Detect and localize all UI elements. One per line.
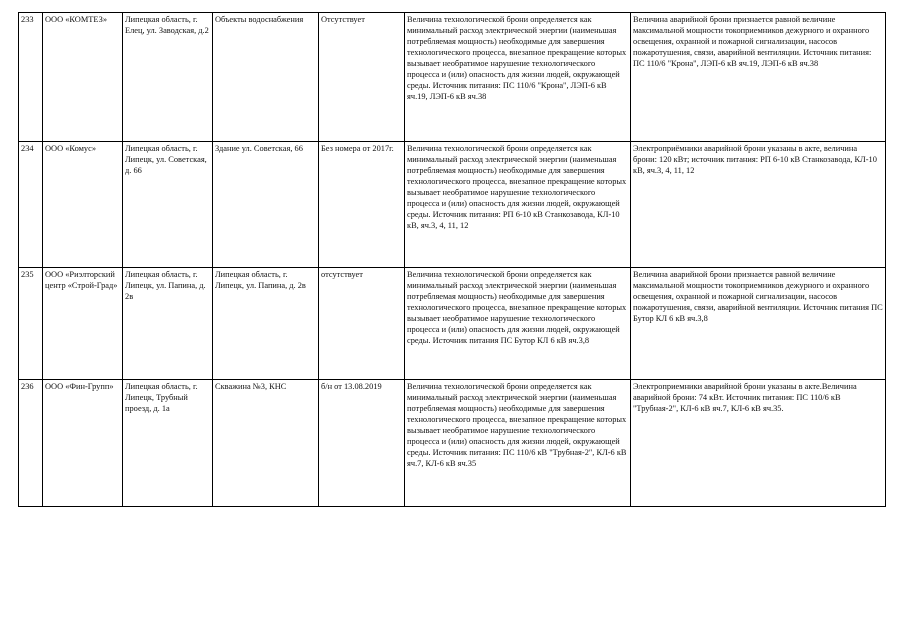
technological-reserve: Величина технологической брони определяется как минимальный расход электрической энергии (наименьшая потребляемая мощность) необходимые для завершения технологического процесса, внезапное прекращение которых вызывает необратимое нарушение технологического процесса и (или) опасность для жизни людей, окружающей среды. Источник питания: РП 6-10 кВ Станкозавода, КЛ-10 кВ, яч.3, 4, 11, 12 xyxy=(405,142,631,268)
organization-address: Липецкая область, г. Елец, ул. Заводская, д.2 xyxy=(123,13,213,142)
row-number: 234 xyxy=(19,142,43,268)
table-row xyxy=(19,142,886,268)
act-reference: отсутствует xyxy=(319,268,405,380)
row-number: 236 xyxy=(19,380,43,507)
emergency-reserve: Величина аварийной брони признается равной величине максимальной мощности токоприемников дежурного и охранного освещения, охранной и пожарной сигнализации, насосов пожаротушения, связи, аварийной вентиляции. Источник питания: ПС 110/6 "Крона", ЛЭП-6 кВ яч.19, ЛЭП-6 кВ яч.38 xyxy=(631,13,886,142)
act-reference: б/н от 13.08.2019 xyxy=(319,380,405,507)
technological-reserve: Величина технологической брони определяется как минимальный расход электрической энергии (наименьшая потребляемая мощность) необходимые для завершения технологического процесса, внезапное прекращение которых вызывает необратимое нарушение технологического процесса и (или) опасность для жизни людей, окружающей среды. Источник питания ПС Бутор КЛ 6 кВ яч.3,8 xyxy=(405,268,631,380)
object-description: Объекты водоснабжения xyxy=(213,13,319,142)
emergency-reserve: Электроприёмники аварийной брони указаны в акте, величина брони: 120 кВт; источник питания: РП 6-10 кВ Станкозавода, КЛ-10 кВ, яч.3, 4, 11, 12 xyxy=(631,142,886,268)
act-reference: Отсутствует xyxy=(319,13,405,142)
table-row xyxy=(19,268,886,380)
row-number: 235 xyxy=(19,268,43,380)
emergency-reserve: Величина аварийной брони признается равной величине максимальной мощности токоприемников дежурного и охранного освещения, охранной и пожарной сигнализации, насосов пожаротушения, связи, аварийной вентиляции. Источник питания ПС Бутор КЛ 6 кВ яч.3,8 xyxy=(631,268,886,380)
organization-address: Липецкая область, г. Липецк, ул. Советская, д. 66 xyxy=(123,142,213,268)
emergency-reserve: Электроприемники аварийной брони указаны в акте.Величина аварийной брони: 74 кВт. Источник питания: ПС 110/6 кВ "Трубная-2", КЛ-6 кВ яч.7, КЛ-6 кВ яч.35. xyxy=(631,380,886,507)
object-description: Здание ул. Советская, 66 xyxy=(213,142,319,268)
technological-reserve: Величина технологической брони определяется как минимальный расход электрической энергии (наименьшая потребляемая мощность) необходимые для завершения технологического процесса, внезапное прекращение которых вызывает необратимое нарушение технологического процесса и (или) опасность для жизни людей, окружающей среды. Источник питания: ПС 110/6 кВ "Трубная-2", КЛ-6 кВ яч.7, КЛ-6 кВ яч.35 xyxy=(405,380,631,507)
table-row xyxy=(19,13,886,142)
organization-name: ООО «Риэлторский центр «Строй-Град» xyxy=(43,268,123,380)
organization-name: ООО «КОМТЕЗ» xyxy=(43,13,123,142)
object-description: Скважина №3, КНС xyxy=(213,380,319,507)
row-number: 233 xyxy=(19,13,43,142)
object-description: Липецкая область, г. Липецк, ул. Папина, д. 2в xyxy=(213,268,319,380)
organization-address: Липецкая область, г. Липецк, ул. Папина, д. 2в xyxy=(123,268,213,380)
organization-name: ООО «Комус» xyxy=(43,142,123,268)
organization-address: Липецкая область, г. Липецк, Трубный проезд, д. 1а xyxy=(123,380,213,507)
organization-name: ООО «Фин-Групп» xyxy=(43,380,123,507)
act-reference: Без номера от 2017г. xyxy=(319,142,405,268)
table-row xyxy=(19,380,886,507)
technological-reserve: Величина технологической брони определяется как минимальный расход электрической энергии (наименьшая потребляемая мощность) необходимые для завершения технологического процесса, внезапное прекращение которых вызывает необратимое нарушение технологического процесса и (или) опасность для жизни людей, окружающей среды. Источник питания: ПС 110/6 "Крона", ЛЭП-6 кВ яч.19, ЛЭП-6 кВ яч.38 xyxy=(405,13,631,142)
reservation-table xyxy=(18,12,886,507)
